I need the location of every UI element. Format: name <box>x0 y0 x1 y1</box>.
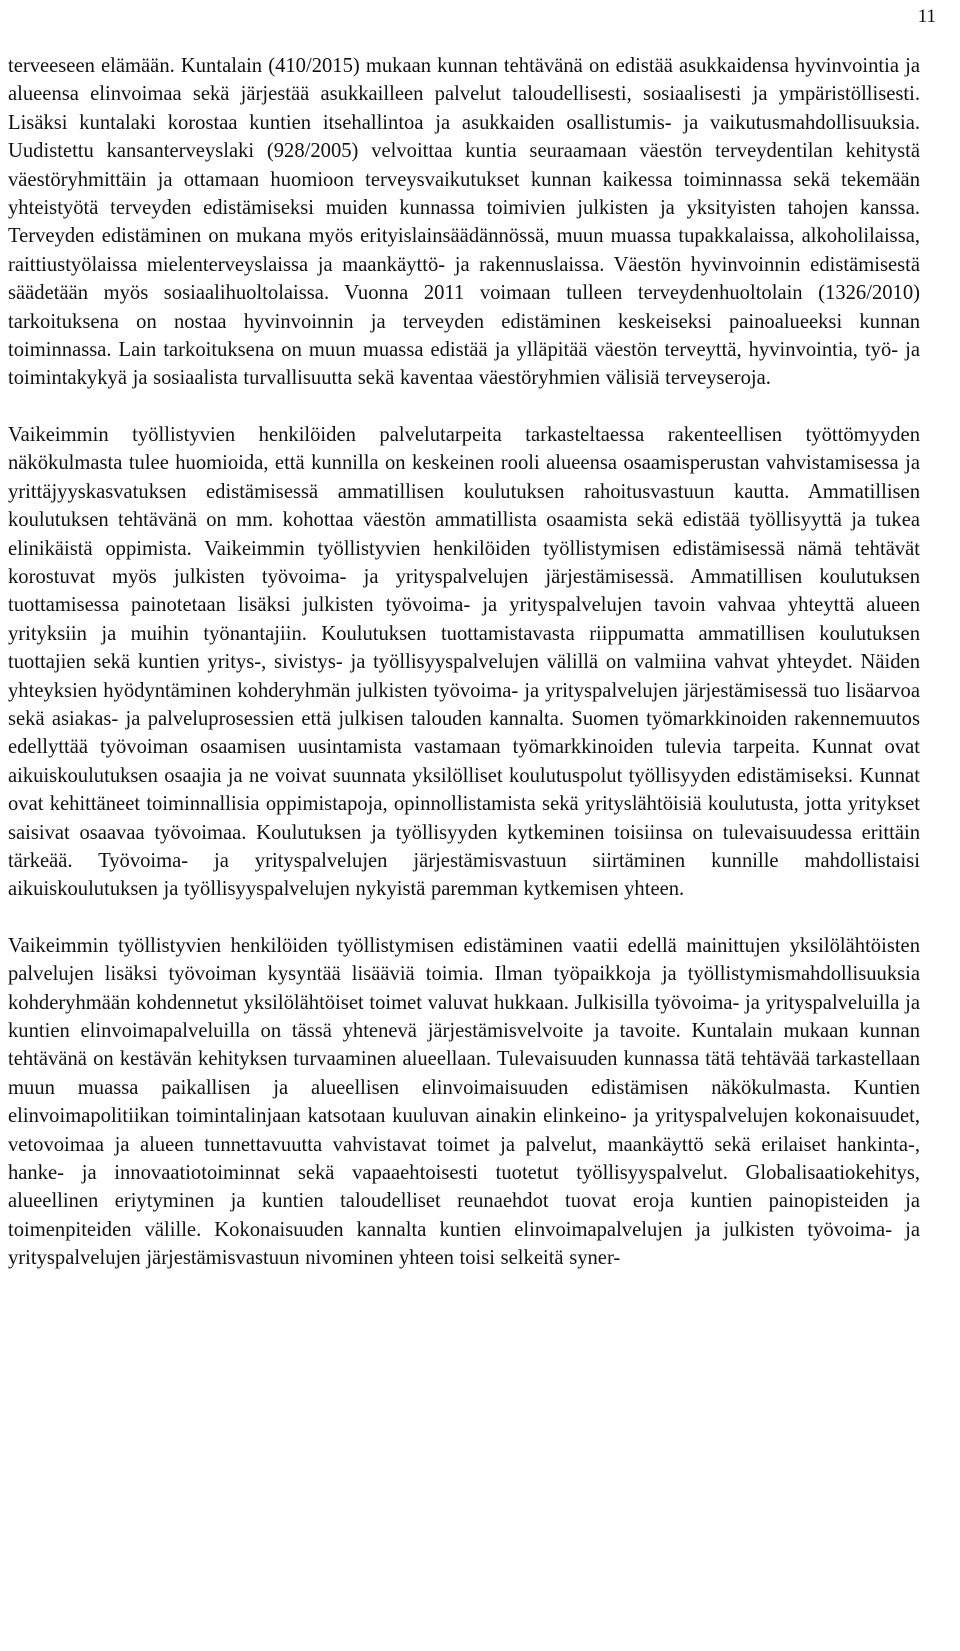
paragraph-3: Vaikeimmin työllistyvien henkilöiden työllistymisen edistäminen vaatii edellä mainittujen yksilölähtöisten palvelujen lisäksi työvoiman kysyntää lisääviä toimia. Ilman työpaikkoja ja työllistymismahdollisuuksia kohderyhmään kohdennetut yksilölähtöiset toimet valuvat hukkaan. Julkisilla työvoima- ja yrityspalveluilla ja kuntien elinvoimapalveluilla on tässä yhtenevä järjestämisvelvoite ja tavoite. Kuntalain mukaan kunnan tehtävänä on kestävän kehityksen turvaaminen alueellaan. Tulevaisuuden kunnassa tätä tehtävää tarkastellaan muun muassa paikallisen ja alueellisen elinvoimaisuuden edistämisen näkökulmasta. Kuntien elinvoimapolitiikan toimintalinjaan katsotaan kuuluvan ainakin elinkeino- ja yrityspalvelujen kokonaisuudet, vetovoimaa ja alueen tunnettavuutta vahvistavat toimet ja palvelut, maankäyttö sekä erilaiset hankinta-, hanke- ja innovaatiotoiminnat sekä vapaaehtoisesti tuotetut työllisyyspalvelut. Globalisaatiokehitys, alueellinen eriytyminen ja kuntien taloudelliset reunaehdot tuovat eroja kuntien painopisteiden ja toimenpiteiden välille. Kokonaisuuden kannalta kuntien elinvoimapalvelujen ja julkisten työvoima- ja yrityspalvelujen järjestämisvastuun nivominen yhteen toisi selkeitä syner- <box>8 934 920 1270</box>
document-body <box>8 52 920 1273</box>
paragraph-2: Vaikeimmin työllistyvien henkilöiden palvelutarpeita tarkasteltaessa rakenteellisen työttömyyden näkökulmasta tulee huomioida, että kunnilla on keskeinen rooli alueensa osaamisperustan vahvistamisessa ja yrittäjyyskasvatuksen edistämisessä ammatillisen koulutuksen rahoitusvastuun kautta. Ammatillisen koulutuksen tehtävänä on mm. kohottaa väestön ammatillista osaamista sekä edistää työllisyyttä ja tukea elinikäistä oppimista. Vaikeimmin työllistyvien henkilöiden työllistymisen edistämisessä nämä tehtävät korostuvat myös julkisten työvoima- ja yrityspalvelujen järjestämisessä. Ammatillisen koulutuksen tuottamisessa painotetaan lisäksi julkisten työvoima- ja yrityspalvelujen tavoin vahvaa yhteyttä alueen yrityksiin ja muihin työnantajiin. Koulutuksen tuottamistavasta riippumatta ammatillisen koulutuksen tuottajien sekä kuntien yritys-, sivistys- ja työllisyyspalvelujen välillä on valmiina vahvat yhteydet. Näiden yhteyksien hyödyntäminen kohderyhmän julkisten työvoima- ja yrityspalvelujen järjestämisessä tuo lisäarvoa sekä asiakas- ja palveluprosessien että julkisen talouden kannalta. Suomen työmarkkinoiden rakennemuutos edellyttää työvoiman osaamisen uusintamista vastamaan työmarkkinoiden tulevia tarpeita. Kunnat ovat aikuiskoulutuksen osaajia ja ne voivat suunnata yksilölliset koulutuspolut työllisyyden edistämiseksi. Kunnat ovat kehittäneet toiminnallisia oppimistapoja, opinnollistamista sekä yrityslähtöisiä koulutusta, jotta yritykset saisivat osaavaa työvoimaa. Koulutuksen ja työllisyyden kytkeminen toisiinsa on tulevaisuudessa erittäin tärkeää. Työvoima- ja yrityspalvelujen järjestämisvastuun siirtäminen kunnille mahdollistaisi aikuiskoulutuksen ja työllisyyspalvelujen nykyistä paremman kytkemisen yhteen. <box>8 423 920 901</box>
paragraph-spacer <box>8 904 920 932</box>
paragraph-spacer <box>8 393 920 421</box>
paragraph-1: terveeseen elämään. Kuntalain (410/2015) mukaan kunnan tehtävänä on edistää asukkaidensa hyvinvointia ja alueensa elinvoimaa sekä järjestää asukkailleen palvelut taloudellisesti, sosiaalisesti ja ympäristöllisesti. Lisäksi kuntalaki korostaa kuntien itsehallintoa ja asukkaiden osallistumis- ja vaikutusmahdollisuuksia. Uudistettu kansanterveyslaki (928/2005) velvoittaa kuntia seuraamaan väestön terveydentilan kehitystä väestöryhmittäin ja ottamaan huomioon terveysvaikutukset kunnan kaikessa toiminnassa sekä tekemään yhteistyötä terveyden edistämiseksi muiden kunnassa toimivien julkisten ja yksityisten tahojen kanssa. Terveyden edistäminen on mukana myös erityislainsäädännössä, muun muassa tupakkalaissa, alkoholilaissa, raittiustyölaissa mielenterveyslaissa ja maankäyttö- ja rakennuslaissa. Väestön hyvinvoinnin edistämisestä säädetään myös sosiaalihuoltolaissa. Vuonna 2011 voimaan tulleen terveydenhuoltolain (1326/2010) tarkoituksena on nostaa hyvinvoinnin ja terveyden edistäminen keskeiseksi painoalueeksi kunnan toiminnassa. Lain tarkoituksena on muun muassa edistää ja ylläpitää väestön terveyttä, hyvinvointia, työ- ja toimintakykyä ja sosiaalista turvallisuutta sekä kaventaa väestöryhmien välisiä terveyseroja. <box>8 55 920 390</box>
page-number: 11 <box>917 6 936 27</box>
